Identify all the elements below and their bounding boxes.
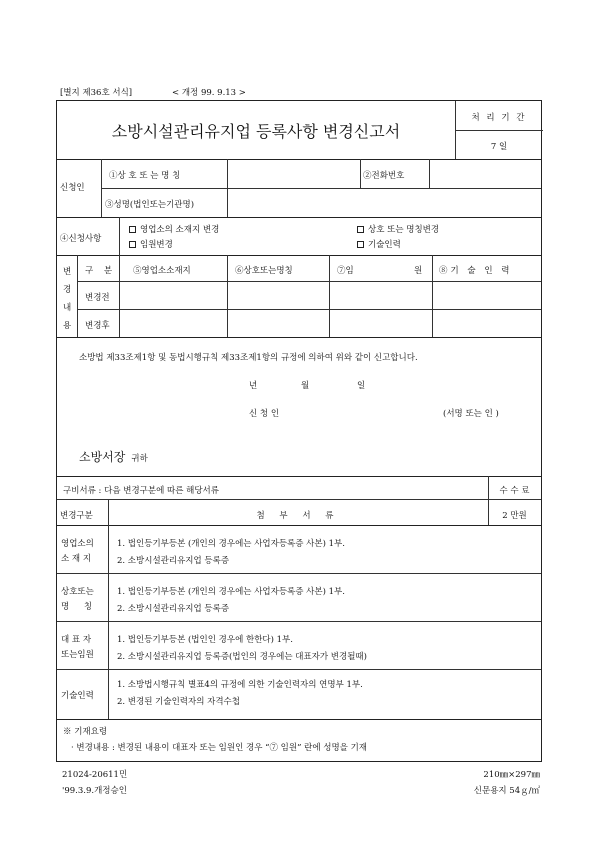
form-title: 소방시설관리유지업 등록사항 변경신고서 — [111, 121, 401, 141]
changes-officer-header: ⑦임 — [337, 266, 354, 276]
checkbox-icon — [129, 226, 136, 233]
changes-officer-header-suffix: 원 — [414, 266, 423, 276]
before-officer-field[interactable] — [331, 283, 430, 307]
business-name-field[interactable] — [229, 161, 357, 186]
declaration-text: 소방법 제33조제1항 및 동법시행규칙 제33조제1항의 규정에 의하여 위와 같이 신고합니다. — [79, 353, 418, 363]
paper-size: 210㎜×297㎜ — [483, 770, 540, 780]
notes-item: · 변경내용 : 변경된 내용이 대표자 또는 임원인 경우 “⑦ 임원” 란에 성명을 기재 — [71, 743, 368, 753]
doc-item: 2. 소방시설관리유지업 등록증 — [117, 604, 230, 614]
doc-item: 1. 소방법시행규칙 별표4의 규정에 의한 기술인력자의 연명부 1부. — [117, 680, 363, 690]
changes-label-char: 내 — [63, 303, 72, 313]
after-officer-field[interactable] — [331, 311, 430, 335]
after-name-field[interactable] — [229, 311, 327, 335]
checkbox-icon — [357, 241, 364, 248]
before-staff-field[interactable] — [434, 283, 539, 307]
option-technical-staff[interactable]: 기술인력 — [357, 238, 401, 250]
doc-row-staff-label: 기술인력 — [61, 691, 94, 701]
applicant-label: 신청인 — [60, 183, 85, 193]
fee-label: 수 수 료 — [499, 486, 530, 496]
before-location-field[interactable] — [121, 283, 225, 307]
doc-item: 1. 법인등기부등본 (법인인 경우에 한한다) 1부. — [117, 635, 293, 645]
changes-staff-header: ⑧기 술 인 력 — [439, 266, 513, 276]
changes-label-char: 용 — [63, 321, 72, 331]
changes-before-label: 변경전 — [85, 293, 110, 303]
approval-date: '99.3.9.개정승인 — [62, 786, 127, 796]
changes-name-header: ⑥상호또는명칭 — [235, 266, 293, 276]
changes-after-label: 변경후 — [85, 321, 110, 331]
option-location-change[interactable]: 영업소의 소재지 변경 — [129, 223, 219, 235]
attachments-label: 첨 부 서 류 — [256, 511, 340, 521]
doc-item: 2. 소방시설관리유지업 등록증(법인의 경우에는 대표자가 변경될때) — [117, 652, 367, 662]
doc-item: 2. 변경된 기술인력자의 자격수첩 — [117, 697, 240, 707]
checkbox-icon — [129, 241, 136, 248]
processing-label: 처 리 기 간 — [471, 113, 527, 123]
changes-label-char: 경 — [63, 285, 72, 295]
checkbox-icon — [357, 226, 364, 233]
request-type-label: ④신청사항 — [60, 234, 102, 244]
notes-title: ※ 기재요령 — [63, 727, 108, 737]
change-type-label: 변경구분 — [60, 511, 93, 521]
fee-value: 2 만원 — [502, 511, 527, 521]
declaration-form — [56, 100, 542, 762]
doc-item: 1. 법인등기부등본 (개인의 경우에는 사업자등록증 사본) 1부. — [117, 539, 345, 549]
changes-label-char: 변 — [63, 267, 72, 277]
recipient-label: 소방서장 귀하 — [79, 450, 148, 464]
representative-name-label: ③성명(법인또는기관명) — [105, 200, 195, 210]
phone-field[interactable] — [431, 161, 539, 186]
date-day-label: 일 — [357, 381, 366, 391]
doc-row-officer-label: 대 표 자 — [61, 635, 92, 645]
option-officer-change[interactable]: 임원변경 — [129, 238, 173, 250]
doc-row-name-label: 상호또는 — [61, 587, 94, 597]
business-name-label: ①상 호 또 는 명 칭 — [109, 171, 181, 181]
doc-item: 1. 법인등기부등본 (개인의 경우에는 사업자등록증 사본) 1부. — [117, 587, 345, 597]
signer-label: 신 청 인 — [249, 409, 280, 419]
form-code: 21024-20611민 — [62, 770, 128, 780]
doc-row-name-label: 명 칭 — [61, 602, 99, 612]
signature-note: (서명 또는 인 ) — [443, 409, 499, 419]
changes-category-header: 구 분 — [85, 266, 117, 276]
doc-item: 2. 소방시설관리유지업 등록증 — [117, 556, 230, 566]
option-name-change[interactable]: 상호 또는 명칭변경 — [357, 223, 439, 235]
phone-label: ②전화번호 — [363, 171, 405, 181]
annex-label: [별지 제36호 서식] — [60, 88, 133, 98]
after-location-field[interactable] — [121, 311, 225, 335]
processing-value: 7 일 — [490, 142, 508, 152]
doc-row-officer-label: 또는임원 — [61, 650, 94, 660]
paper-type: 신문용지 54ｇ/㎡ — [473, 786, 540, 796]
required-docs-label: 구비서류 : 다음 변경구분에 따른 해당서류 — [63, 486, 219, 496]
after-staff-field[interactable] — [434, 311, 539, 335]
changes-location-header: ⑤영업소소재지 — [133, 266, 191, 276]
date-month-label: 월 — [301, 381, 310, 391]
date-year-label: 년 — [249, 381, 258, 391]
before-name-field[interactable] — [229, 283, 327, 307]
revision-label: < 개정 99. 9.13 > — [172, 88, 246, 98]
doc-row-location-label: 소 재 지 — [61, 554, 92, 564]
doc-row-location-label: 영업소의 — [61, 539, 94, 549]
representative-name-field[interactable] — [229, 190, 539, 215]
